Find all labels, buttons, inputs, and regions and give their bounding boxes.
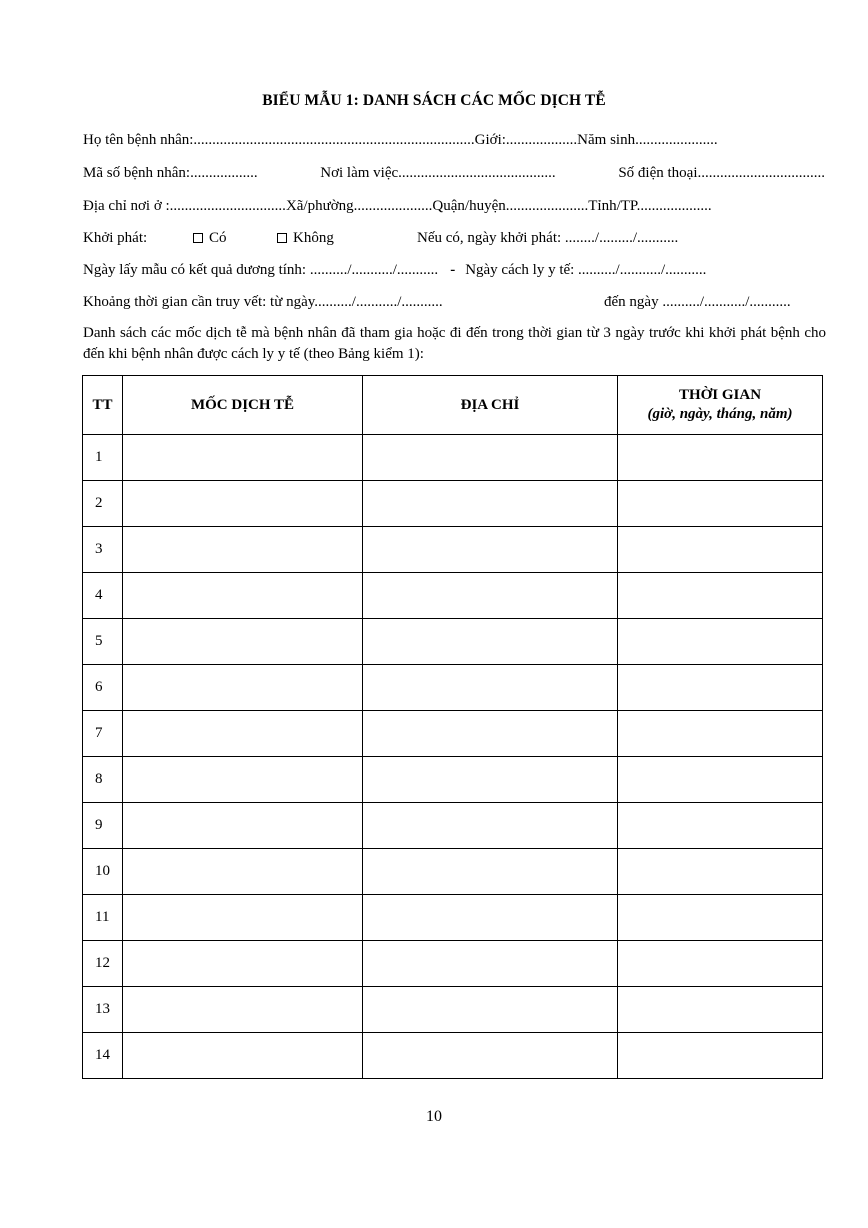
thoi-gian-cell[interactable] bbox=[618, 941, 823, 987]
moc-dich-te-cell[interactable] bbox=[123, 757, 363, 803]
thoi-gian-cell[interactable] bbox=[618, 527, 823, 573]
thoi-gian-cell[interactable] bbox=[618, 481, 823, 527]
patient-name-field[interactable]: Họ tên bệnh nhân:........................................................................... bbox=[83, 132, 475, 148]
moc-dich-te-cell[interactable] bbox=[123, 573, 363, 619]
table-row bbox=[83, 711, 823, 757]
row-number: 6 bbox=[83, 665, 123, 711]
patient-id-field[interactable]: Mã số bệnh nhân:.................. bbox=[83, 165, 258, 181]
row-number: 5 bbox=[83, 619, 123, 665]
address-line bbox=[83, 196, 825, 216]
row-number: 14 bbox=[83, 1033, 123, 1079]
dia-chi-cell[interactable] bbox=[363, 711, 618, 757]
moc-dich-te-cell[interactable] bbox=[123, 481, 363, 527]
positive-date-field[interactable]: Ngày lấy mẫu có kết quả dương tính: ........../.........../........... bbox=[83, 262, 439, 278]
moc-dich-te-cell[interactable] bbox=[123, 941, 363, 987]
row-number: 9 bbox=[83, 803, 123, 849]
row-number: 4 bbox=[83, 573, 123, 619]
moc-dich-te-cell[interactable] bbox=[123, 619, 363, 665]
separator-dash: - bbox=[450, 262, 456, 278]
patient-name-line bbox=[83, 130, 825, 150]
thoi-gian-cell[interactable] bbox=[618, 619, 823, 665]
moc-dich-te-cell[interactable] bbox=[123, 895, 363, 941]
district-field[interactable]: Quận/huyện...................... bbox=[432, 198, 589, 214]
birth-year-field[interactable]: Năm sinh...................... bbox=[577, 132, 718, 148]
province-field[interactable]: Tỉnh/TP.................... bbox=[588, 198, 712, 214]
moc-dich-te-cell[interactable] bbox=[123, 711, 363, 757]
epidemiology-table bbox=[82, 375, 823, 1079]
form-title: BIỂU MẪU 1: DANH SÁCH CÁC MỐC DỊCH TỄ bbox=[262, 92, 606, 109]
row-number: 11 bbox=[83, 895, 123, 941]
header-thoi-gian-title: THỜI GIAN bbox=[678, 387, 762, 403]
table-row bbox=[83, 803, 823, 849]
dia-chi-cell[interactable] bbox=[363, 941, 618, 987]
phone-field[interactable]: Số điện thoại.................................. bbox=[618, 165, 826, 181]
header-thoi-gian bbox=[618, 376, 823, 435]
dia-chi-cell[interactable] bbox=[363, 573, 618, 619]
moc-dich-te-cell[interactable] bbox=[123, 803, 363, 849]
row-number: 3 bbox=[83, 527, 123, 573]
header-moc-dich-te: MỐC DỊCH TỄ bbox=[123, 376, 363, 435]
header-thoi-gian-sub: (giờ, ngày, tháng, năm) bbox=[647, 406, 793, 422]
row-number: 13 bbox=[83, 987, 123, 1033]
dia-chi-cell[interactable] bbox=[363, 803, 618, 849]
onset-no-checkbox[interactable] bbox=[277, 233, 287, 243]
dia-chi-cell[interactable] bbox=[363, 987, 618, 1033]
ward-field[interactable]: Xã/phường..................... bbox=[285, 198, 433, 214]
thoi-gian-cell[interactable] bbox=[618, 665, 823, 711]
table-row bbox=[83, 987, 823, 1033]
thoi-gian-cell[interactable] bbox=[618, 1033, 823, 1079]
dia-chi-cell[interactable] bbox=[363, 619, 618, 665]
onset-date-field[interactable]: Nếu có, ngày khởi phát: ......../........./........... bbox=[417, 230, 679, 246]
table-row bbox=[83, 757, 823, 803]
row-number: 8 bbox=[83, 757, 123, 803]
table-row bbox=[83, 619, 823, 665]
gender-field[interactable]: Giới:................... bbox=[474, 132, 578, 148]
row-number: 1 bbox=[83, 435, 123, 481]
thoi-gian-cell[interactable] bbox=[618, 803, 823, 849]
row-number: 2 bbox=[83, 481, 123, 527]
onset-label: Khởi phát: bbox=[83, 230, 148, 246]
thoi-gian-cell[interactable] bbox=[618, 849, 823, 895]
onset-yes-checkbox[interactable] bbox=[193, 233, 203, 243]
page-number: 10 bbox=[426, 1108, 442, 1125]
dia-chi-cell[interactable] bbox=[363, 1033, 618, 1079]
table-row bbox=[83, 527, 823, 573]
table-row bbox=[83, 895, 823, 941]
dia-chi-cell[interactable] bbox=[363, 481, 618, 527]
moc-dich-te-cell[interactable] bbox=[123, 665, 363, 711]
moc-dich-te-cell[interactable] bbox=[123, 527, 363, 573]
header-tt: TT bbox=[83, 376, 123, 435]
table-row bbox=[83, 941, 823, 987]
dia-chi-cell[interactable] bbox=[363, 665, 618, 711]
trace-period-line bbox=[83, 292, 825, 312]
address-field[interactable]: Địa chỉ nơi ở :............................... bbox=[83, 198, 286, 214]
thoi-gian-cell[interactable] bbox=[618, 757, 823, 803]
dia-chi-cell[interactable] bbox=[363, 849, 618, 895]
table-row bbox=[83, 1033, 823, 1079]
dia-chi-cell[interactable] bbox=[363, 527, 618, 573]
thoi-gian-cell[interactable] bbox=[618, 711, 823, 757]
moc-dich-te-cell[interactable] bbox=[123, 849, 363, 895]
thoi-gian-cell[interactable] bbox=[618, 987, 823, 1033]
table-row bbox=[83, 665, 823, 711]
workplace-field[interactable]: Nơi làm việc.......................................... bbox=[320, 165, 556, 181]
table-row bbox=[83, 481, 823, 527]
onset-no-option[interactable] bbox=[277, 228, 417, 248]
isolation-date-field[interactable]: Ngày cách ly y tế: ........../.........../........... bbox=[465, 262, 707, 278]
table-row bbox=[83, 849, 823, 895]
thoi-gian-cell[interactable] bbox=[618, 573, 823, 619]
onset-no-label: Không bbox=[293, 230, 334, 246]
trace-to-field[interactable]: đến ngày ........../.........../........... bbox=[604, 294, 791, 310]
row-number: 10 bbox=[83, 849, 123, 895]
row-number: 12 bbox=[83, 941, 123, 987]
moc-dich-te-cell[interactable] bbox=[123, 987, 363, 1033]
onset-yes-label: Có bbox=[209, 230, 227, 246]
table-header-row bbox=[83, 376, 823, 435]
table-row bbox=[83, 573, 823, 619]
moc-dich-te-cell[interactable] bbox=[123, 435, 363, 481]
moc-dich-te-cell[interactable] bbox=[123, 1033, 363, 1079]
trace-from-field[interactable]: Khoảng thời gian cần truy vết: từ ngày........../.........../........... bbox=[83, 294, 443, 310]
dia-chi-cell[interactable] bbox=[363, 895, 618, 941]
thoi-gian-cell[interactable] bbox=[618, 895, 823, 941]
onset-yes-option[interactable] bbox=[193, 228, 277, 248]
row-number: 7 bbox=[83, 711, 123, 757]
table-row bbox=[83, 435, 823, 481]
dia-chi-cell[interactable] bbox=[363, 757, 618, 803]
instruction-paragraph: Danh sách các mốc dịch tễ mà bệnh nhân đã tham gia hoặc đi đến trong thời gian từ 3 ngày trước khi khởi phát bệnh cho đến khi bệnh nhân được cách ly y tế (theo Bảng kiểm 1): bbox=[83, 325, 826, 362]
thoi-gian-cell[interactable] bbox=[618, 435, 823, 481]
onset-line bbox=[83, 228, 825, 248]
test-date-line bbox=[83, 260, 825, 280]
header-dia-chi: ĐỊA CHỈ bbox=[363, 376, 618, 435]
patient-id-line bbox=[83, 163, 825, 183]
dia-chi-cell[interactable] bbox=[363, 435, 618, 481]
